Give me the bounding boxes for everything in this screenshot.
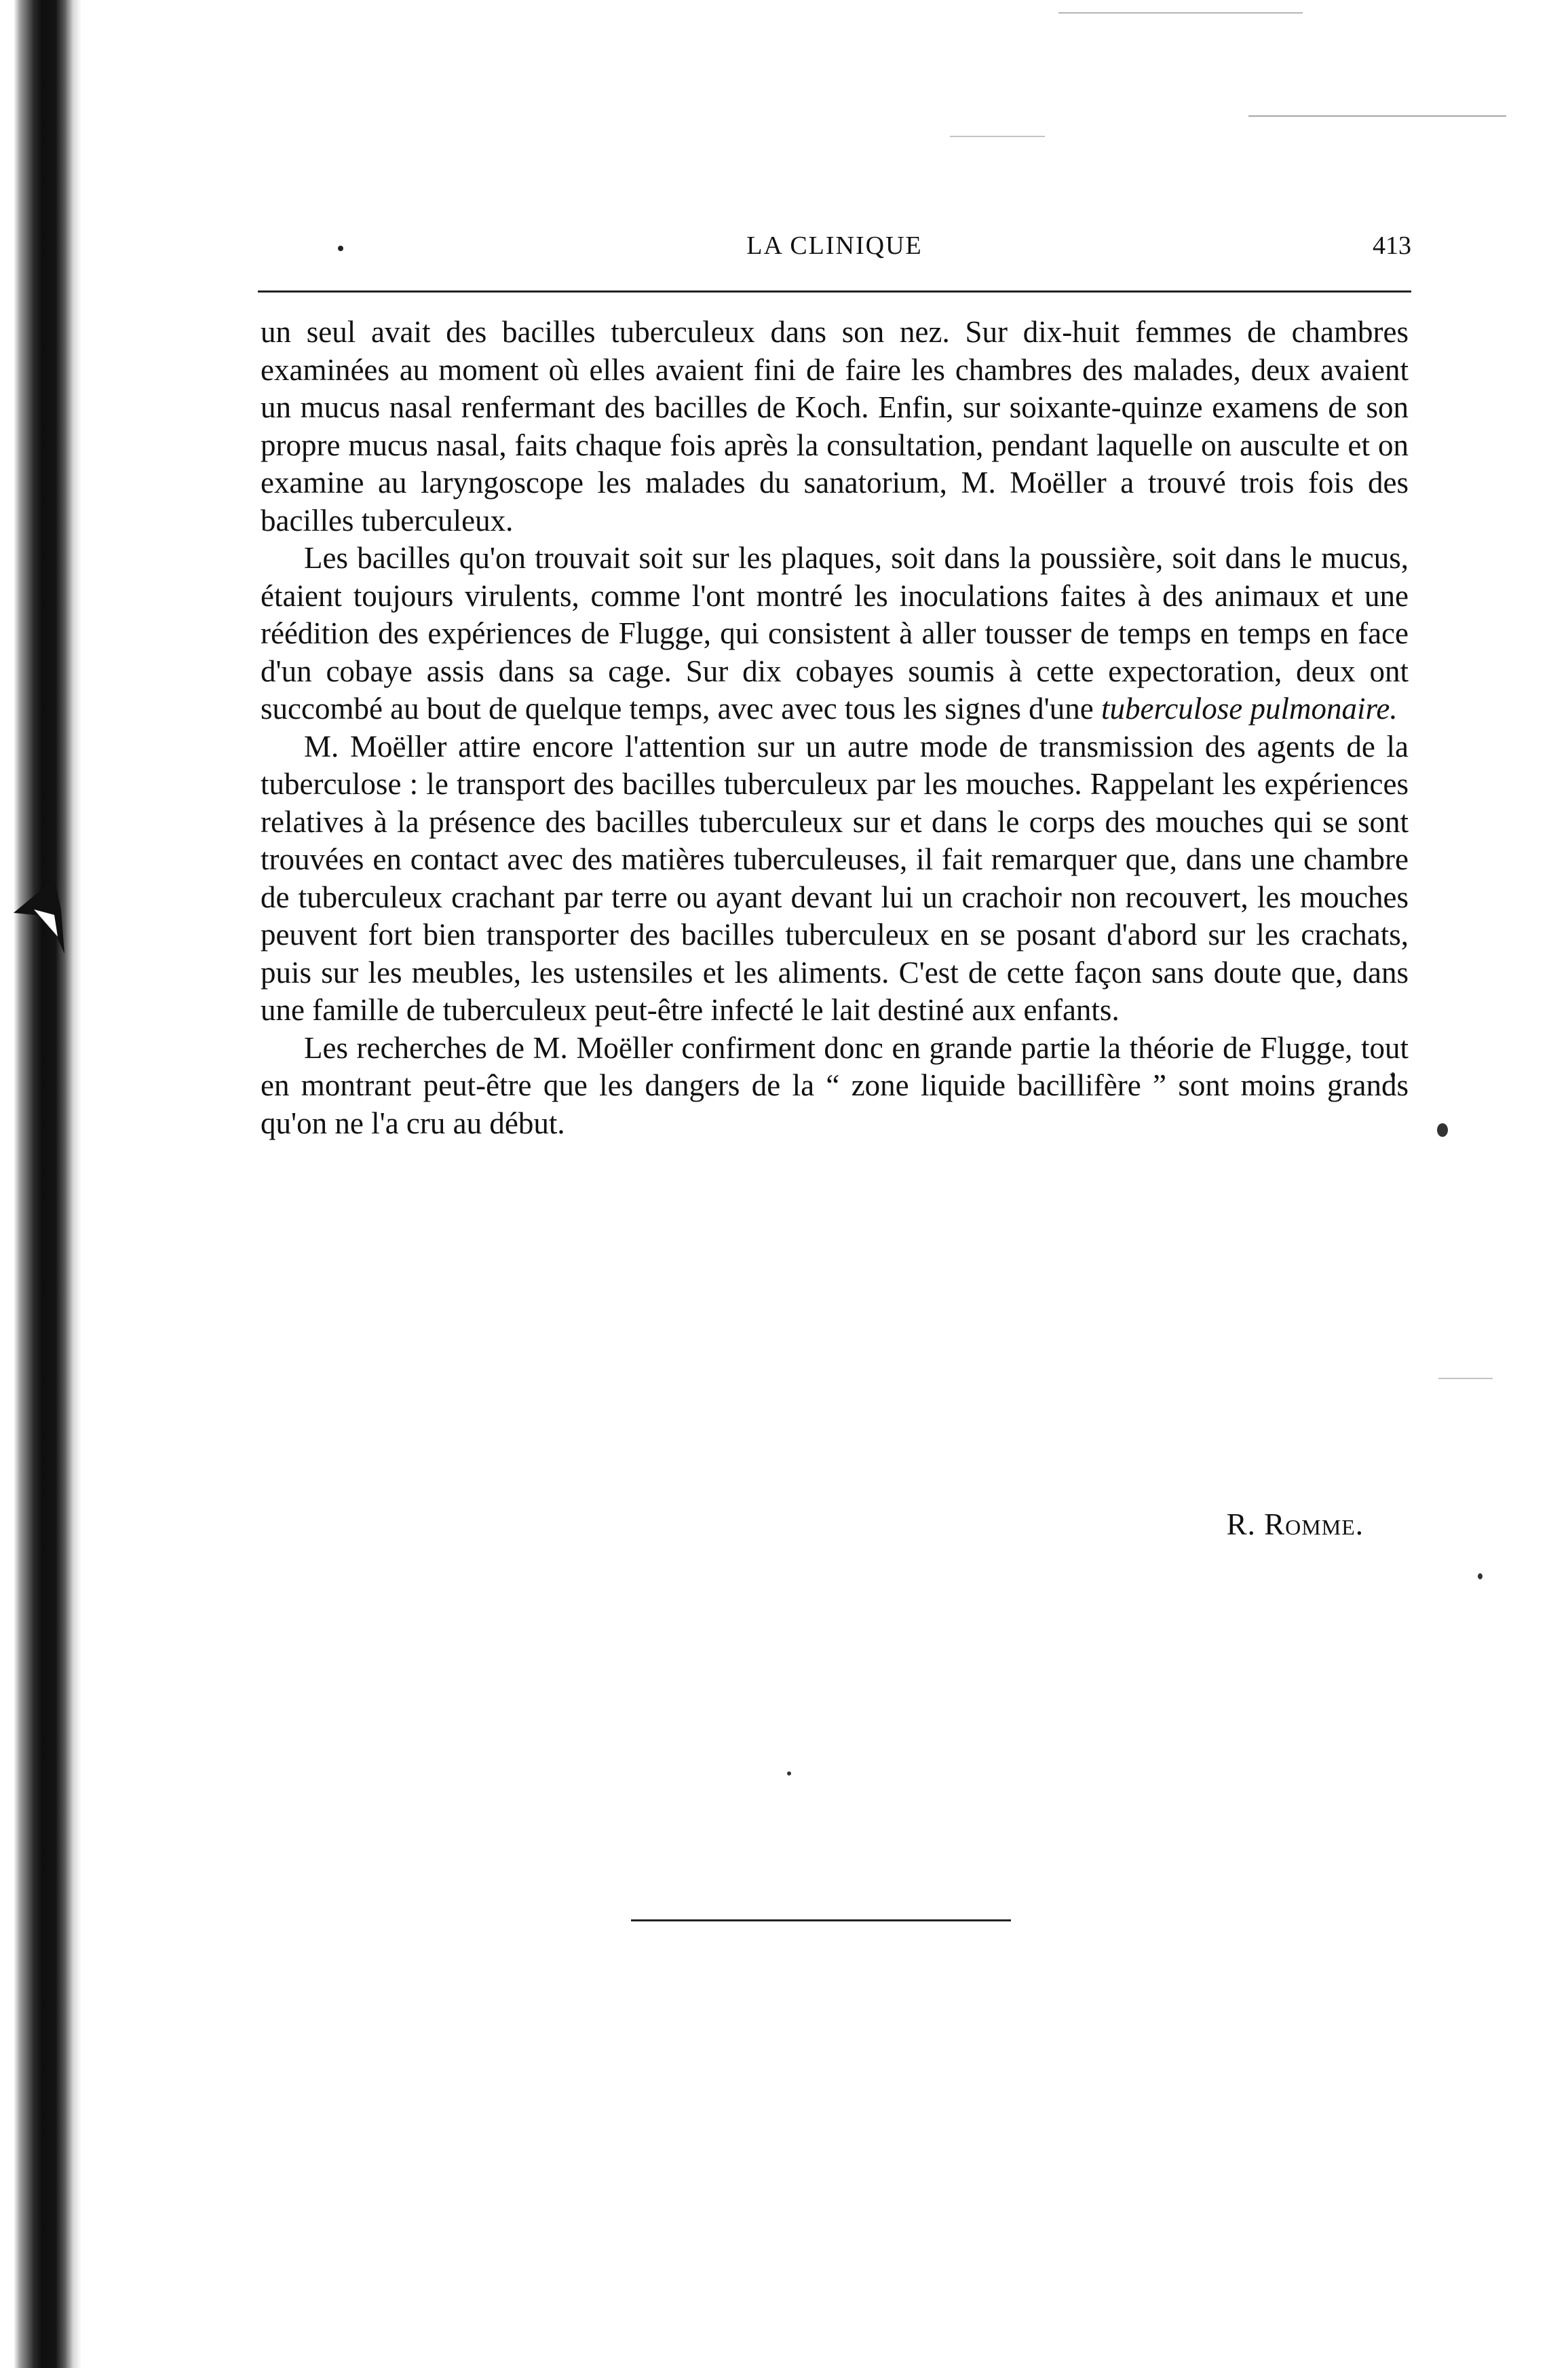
binding-tear-mark — [7, 876, 68, 957]
paragraph-1: un seul avait des bacilles tuberculeux dans son nez. Sur dix-huit femmes de chambres examinées au moment où elles avaient fini de faire les chambres des malades, deux avaient un mucus nasal renfermant des bacilles de Koch. Enfin, sur soixante-quinze examens de son propre mucus nasal, faits chaque fois après la consultation, pendant laquelle on ausculte et on examine au laryngoscope les malades du sanatorium, M. Moëller a trouvé trois fois des bacilles tuberculeux. — [261, 315, 1409, 538]
page-number: 413 — [1373, 231, 1411, 260]
header-rule — [258, 290, 1411, 293]
page-header — [258, 231, 1411, 271]
binding-edge — [0, 0, 81, 2368]
article-body — [261, 314, 1409, 1142]
paragraph-4: Les recherches de M. Moëller confirment donc en grande partie la théorie de Flugge, tout en montrant peut-être que les dangers de la “ zone liquide bacillifère ” sont moins grands qu'on ne l'a cru au début. — [261, 1030, 1409, 1140]
paragraph-2 — [261, 540, 1409, 728]
scan-artifact-line — [1248, 115, 1506, 117]
author-signature: R. Romme. — [1226, 1507, 1364, 1541]
scan-artifact-line — [1438, 1378, 1493, 1379]
italic-phrase: tuberculose pulmonaire. — [1101, 692, 1398, 726]
paragraph-2-text: Les bacilles qu'on trouvait soit sur les plaques, soit dans la poussière, soit dans le mucus, étaient toujours virulents, comme l'ont montré les inoculations faites à des animaux et une réédition des expériences de Flugge, qui consistent à aller tousser de temps en temps en face d'un cobaye assis dans sa cage. Sur dix cobayes soumis à cette expectoration, deux ont succombé au bout de quelque temps, avec avec tous les signes d'une — [261, 541, 1409, 726]
scan-speck — [787, 1771, 791, 1775]
scan-speck — [1478, 1573, 1483, 1579]
paragraph-3: M. Moëller attire encore l'attention sur un autre mode de transmission des agents de la tuberculose : le transport des bacilles tuberculeux par les mouches. Rappelant les expériences relatives à la présence des bacilles tuberculeux sur et dans le corps des mouches qui se sont trouvées en contact avec des matières tuberculeuses, il fait remarquer que, dans une chambre de tuberculeux crachant par terre ou ayant devant lui un crachoir non recouvert, les mouches peuvent fort bien transporter des bacilles tuberculeux en se posant d'abord sur les crachats, puis sur les meubles, les ustensiles et les aliments. C'est de cette façon sans doute que, dans une famille de tuberculeux peut-être infecté le lait destiné aux enfants. — [261, 729, 1409, 1027]
running-title: LA CLINIQUE — [746, 231, 923, 260]
scan-speck — [1437, 1123, 1448, 1137]
scan-artifact-line — [950, 136, 1045, 137]
end-rule — [631, 1919, 1011, 1921]
scan-artifact-line — [1058, 12, 1303, 14]
